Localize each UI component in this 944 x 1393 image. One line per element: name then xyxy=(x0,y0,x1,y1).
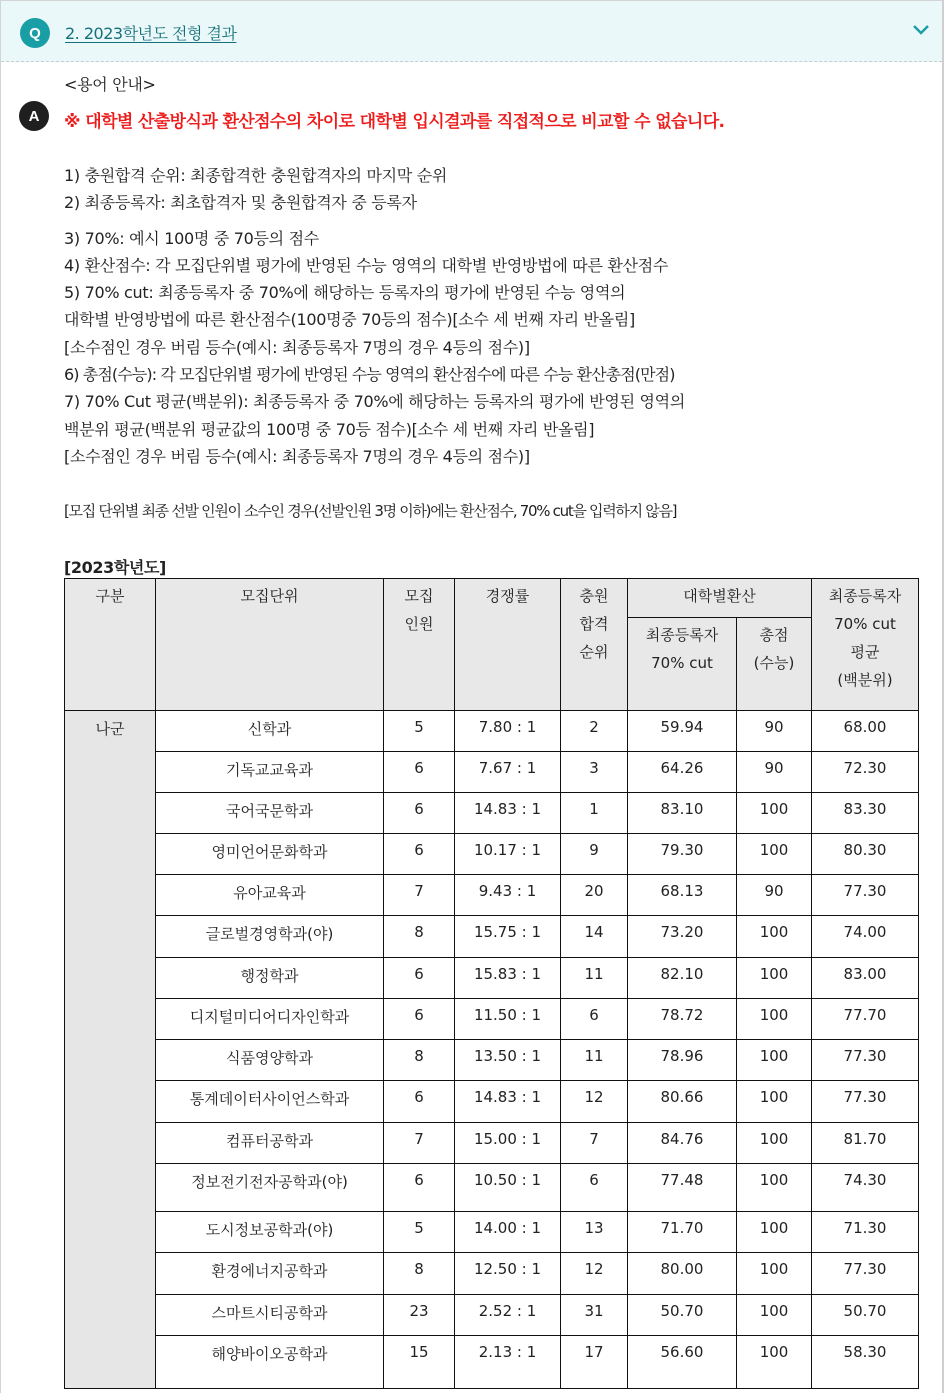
rank-cell: 14 xyxy=(561,916,628,958)
total-cell: 100 xyxy=(737,1336,812,1389)
cut70-cell: 80.66 xyxy=(628,1081,737,1123)
percentile-cell: 74.00 xyxy=(812,916,919,958)
cut70-cell: 78.96 xyxy=(628,1040,737,1081)
header-cut70: 최종등록자 70% cut xyxy=(628,618,737,711)
header-rank: 충원 합격 순위 xyxy=(561,579,628,711)
header-univ-conversion: 대학별환산 xyxy=(628,579,812,618)
quota-cell: 6 xyxy=(384,834,455,875)
rank-cell: 11 xyxy=(561,958,628,999)
quota-cell: 6 xyxy=(384,752,455,793)
percentile-cell: 58.30 xyxy=(812,1336,919,1389)
cut70-cell: 84.76 xyxy=(628,1123,737,1164)
definition-7-cont: 백분위 평균(백분위 평균값의 100명 중 70등 점수)[소수 세 번째 자리 반올림] xyxy=(64,420,595,439)
table-row xyxy=(65,1253,919,1295)
year-section-label: [2023학년도] xyxy=(64,558,166,577)
header-percentile-avg: 최종등록자 70% cut 평균 (백분위) xyxy=(812,579,919,711)
ratio-cell: 7.67 : 1 xyxy=(455,752,561,793)
unit-name: 디지털미디어디자인학과 xyxy=(156,999,384,1040)
table-row xyxy=(65,793,919,834)
unit-name: 영미언어문화학과 xyxy=(156,834,384,875)
header-total: 총점 (수능) xyxy=(737,618,812,711)
quota-cell: 6 xyxy=(384,999,455,1040)
rank-cell: 13 xyxy=(561,1212,628,1253)
table-row xyxy=(65,958,919,999)
unit-name: 글로벌경영학과(야) xyxy=(156,916,384,958)
percentile-cell: 71.30 xyxy=(812,1212,919,1253)
faq-question-header[interactable] xyxy=(1,1,942,62)
total-cell: 90 xyxy=(737,752,812,793)
rank-cell: 17 xyxy=(561,1336,628,1389)
rank-cell: 3 xyxy=(561,752,628,793)
percentile-cell: 50.70 xyxy=(812,1295,919,1336)
table-row xyxy=(65,1295,919,1336)
ratio-cell: 14.83 : 1 xyxy=(455,1081,561,1123)
cut70-cell: 78.72 xyxy=(628,999,737,1040)
cut70-cell: 82.10 xyxy=(628,958,737,999)
quota-cell: 23 xyxy=(384,1295,455,1336)
table-row xyxy=(65,875,919,916)
table-row xyxy=(65,1336,919,1389)
rank-cell: 9 xyxy=(561,834,628,875)
ratio-cell: 15.75 : 1 xyxy=(455,916,561,958)
table-row xyxy=(65,1123,919,1164)
ratio-cell: 9.43 : 1 xyxy=(455,875,561,916)
group-cell: 나군 xyxy=(65,711,156,1389)
quota-cell: 8 xyxy=(384,1040,455,1081)
unit-name: 신학과 xyxy=(156,711,384,752)
rank-cell: 6 xyxy=(561,1164,628,1212)
input-note: [모집 단위별 최종 선발 인원이 소수인 경우(선발인원 3명 이하)에는 환산점수, 70% cut을 입력하지 않음] xyxy=(64,502,677,520)
ratio-cell: 14.83 : 1 xyxy=(455,793,561,834)
unit-name: 행정학과 xyxy=(156,958,384,999)
header-quota: 모집 인원 xyxy=(384,579,455,711)
table-row xyxy=(65,916,919,958)
ratio-cell: 13.50 : 1 xyxy=(455,1040,561,1081)
percentile-cell: 72.30 xyxy=(812,752,919,793)
percentile-cell: 74.30 xyxy=(812,1164,919,1212)
total-cell: 100 xyxy=(737,793,812,834)
table-row xyxy=(65,752,919,793)
ratio-cell: 10.50 : 1 xyxy=(455,1164,561,1212)
percentile-cell: 81.70 xyxy=(812,1123,919,1164)
percentile-cell: 77.30 xyxy=(812,1253,919,1295)
table-row xyxy=(65,1164,919,1212)
table-row xyxy=(65,711,919,752)
cut70-cell: 80.00 xyxy=(628,1253,737,1295)
cut70-cell: 59.94 xyxy=(628,711,737,752)
admission-results-table xyxy=(64,578,919,1389)
total-cell: 100 xyxy=(737,916,812,958)
rank-cell: 1 xyxy=(561,793,628,834)
unit-name: 스마트시티공학과 xyxy=(156,1295,384,1336)
total-cell: 100 xyxy=(737,1123,812,1164)
total-cell: 100 xyxy=(737,834,812,875)
rank-cell: 11 xyxy=(561,1040,628,1081)
ratio-cell: 11.50 : 1 xyxy=(455,999,561,1040)
cut70-cell: 64.26 xyxy=(628,752,737,793)
quota-cell: 6 xyxy=(384,1081,455,1123)
quota-cell: 7 xyxy=(384,1123,455,1164)
total-cell: 100 xyxy=(737,1164,812,1212)
ratio-cell: 15.00 : 1 xyxy=(455,1123,561,1164)
cut70-cell: 79.30 xyxy=(628,834,737,875)
unit-name: 식품영양학과 xyxy=(156,1040,384,1081)
terms-heading: <용어 안내> xyxy=(64,75,156,94)
unit-name: 유아교육과 xyxy=(156,875,384,916)
table-row xyxy=(65,1040,919,1081)
ratio-cell: 10.17 : 1 xyxy=(455,834,561,875)
definition-7-note: [소수점인 경우 버림 등수(예시: 최종등록자 7명의 경우 4등의 점수)] xyxy=(64,447,530,466)
quota-cell: 6 xyxy=(384,958,455,999)
percentile-cell: 83.00 xyxy=(812,958,919,999)
quota-cell: 6 xyxy=(384,1164,455,1212)
percentile-cell: 77.70 xyxy=(812,999,919,1040)
header-ratio: 경쟁률 xyxy=(455,579,561,711)
unit-name: 기독교교육과 xyxy=(156,752,384,793)
unit-name: 정보전기전자공학과(야) xyxy=(156,1164,384,1212)
definition-6: 6) 총점(수능): 각 모집단위별 평가에 반영된 수능 영역의 환산점수에 따른 수능 환산총점(만점) xyxy=(64,365,675,384)
warning-text: ※ 대학별 산출방식과 환산점수의 차이로 대학별 입시결과를 직접적으로 비교할 수 없습니다. xyxy=(64,112,725,132)
cut70-cell: 68.13 xyxy=(628,875,737,916)
cut70-cell: 83.10 xyxy=(628,793,737,834)
unit-name: 컴퓨터공학과 xyxy=(156,1123,384,1164)
definition-7: 7) 70% Cut 평균(백분위): 최종등록자 중 70%에 해당하는 등록자의 평가에 반영된 영역의 xyxy=(64,392,685,411)
cut70-cell: 56.60 xyxy=(628,1336,737,1389)
ratio-cell: 12.50 : 1 xyxy=(455,1253,561,1295)
quota-cell: 5 xyxy=(384,1212,455,1253)
rank-cell: 12 xyxy=(561,1253,628,1295)
header-unit: 모집단위 xyxy=(156,579,384,711)
total-cell: 90 xyxy=(737,711,812,752)
unit-name: 통계데이터사이언스학과 xyxy=(156,1081,384,1123)
chevron-down-icon[interactable] xyxy=(912,23,930,37)
table-row xyxy=(65,834,919,875)
ratio-cell: 14.00 : 1 xyxy=(455,1212,561,1253)
percentile-cell: 77.30 xyxy=(812,875,919,916)
quota-cell: 5 xyxy=(384,711,455,752)
ratio-cell: 2.13 : 1 xyxy=(455,1336,561,1389)
total-cell: 100 xyxy=(737,1212,812,1253)
unit-name: 해양바이오공학과 xyxy=(156,1336,384,1389)
ratio-cell: 2.52 : 1 xyxy=(455,1295,561,1336)
total-cell: 100 xyxy=(737,1081,812,1123)
quota-cell: 15 xyxy=(384,1336,455,1389)
rank-cell: 20 xyxy=(561,875,628,916)
total-cell: 100 xyxy=(737,958,812,999)
rank-cell: 31 xyxy=(561,1295,628,1336)
header-group: 구분 xyxy=(65,579,156,711)
definition-2: 2) 최종등록자: 최초합격자 및 충원합격자 중 등록자 xyxy=(64,193,417,212)
cut70-cell: 71.70 xyxy=(628,1212,737,1253)
definition-1: 1) 충원합격 순위: 최종합격한 충원합격자의 마지막 순위 xyxy=(64,166,448,185)
quota-cell: 6 xyxy=(384,793,455,834)
unit-name: 도시정보공학과(야) xyxy=(156,1212,384,1253)
question-badge: Q xyxy=(20,18,50,48)
total-cell: 100 xyxy=(737,1253,812,1295)
definition-5-note: [소수점인 경우 버림 등수(예시: 최종등록자 7명의 경우 4등의 점수)] xyxy=(64,338,530,357)
total-cell: 100 xyxy=(737,1040,812,1081)
quota-cell: 8 xyxy=(384,1253,455,1295)
unit-name: 국어국문학과 xyxy=(156,793,384,834)
definition-5: 5) 70% cut: 최종등록자 중 70%에 해당하는 등록자의 평가에 반영된 수능 영역의 xyxy=(64,283,626,302)
ratio-cell: 15.83 : 1 xyxy=(455,958,561,999)
definition-5-cont: 대학별 반영방법에 따른 환산점수(100명중 70등의 점수)[소수 세 번째 자리 반올림] xyxy=(64,310,635,329)
rank-cell: 7 xyxy=(561,1123,628,1164)
table-row xyxy=(65,999,919,1040)
quota-cell: 8 xyxy=(384,916,455,958)
quota-cell: 7 xyxy=(384,875,455,916)
question-title-link[interactable]: 2. 2023학년도 전형 결과 xyxy=(65,24,237,43)
rank-cell: 2 xyxy=(561,711,628,752)
definition-4: 4) 환산점수: 각 모집단위별 평가에 반영된 수능 영역의 대학별 반영방법에 따른 환산점수 xyxy=(64,256,669,275)
percentile-cell: 77.30 xyxy=(812,1081,919,1123)
cut70-cell: 50.70 xyxy=(628,1295,737,1336)
answer-badge: A xyxy=(19,101,49,131)
unit-name: 환경에너지공학과 xyxy=(156,1253,384,1295)
total-cell: 100 xyxy=(737,999,812,1040)
percentile-cell: 77.30 xyxy=(812,1040,919,1081)
total-cell: 100 xyxy=(737,1295,812,1336)
total-cell: 90 xyxy=(737,875,812,916)
percentile-cell: 80.30 xyxy=(812,834,919,875)
rank-cell: 6 xyxy=(561,999,628,1040)
definition-3: 3) 70%: 예시 100명 중 70등의 점수 xyxy=(64,229,319,248)
percentile-cell: 83.30 xyxy=(812,793,919,834)
cut70-cell: 73.20 xyxy=(628,916,737,958)
ratio-cell: 7.80 : 1 xyxy=(455,711,561,752)
percentile-cell: 68.00 xyxy=(812,711,919,752)
table-row xyxy=(65,1212,919,1253)
cut70-cell: 77.48 xyxy=(628,1164,737,1212)
rank-cell: 12 xyxy=(561,1081,628,1123)
table-row xyxy=(65,1081,919,1123)
